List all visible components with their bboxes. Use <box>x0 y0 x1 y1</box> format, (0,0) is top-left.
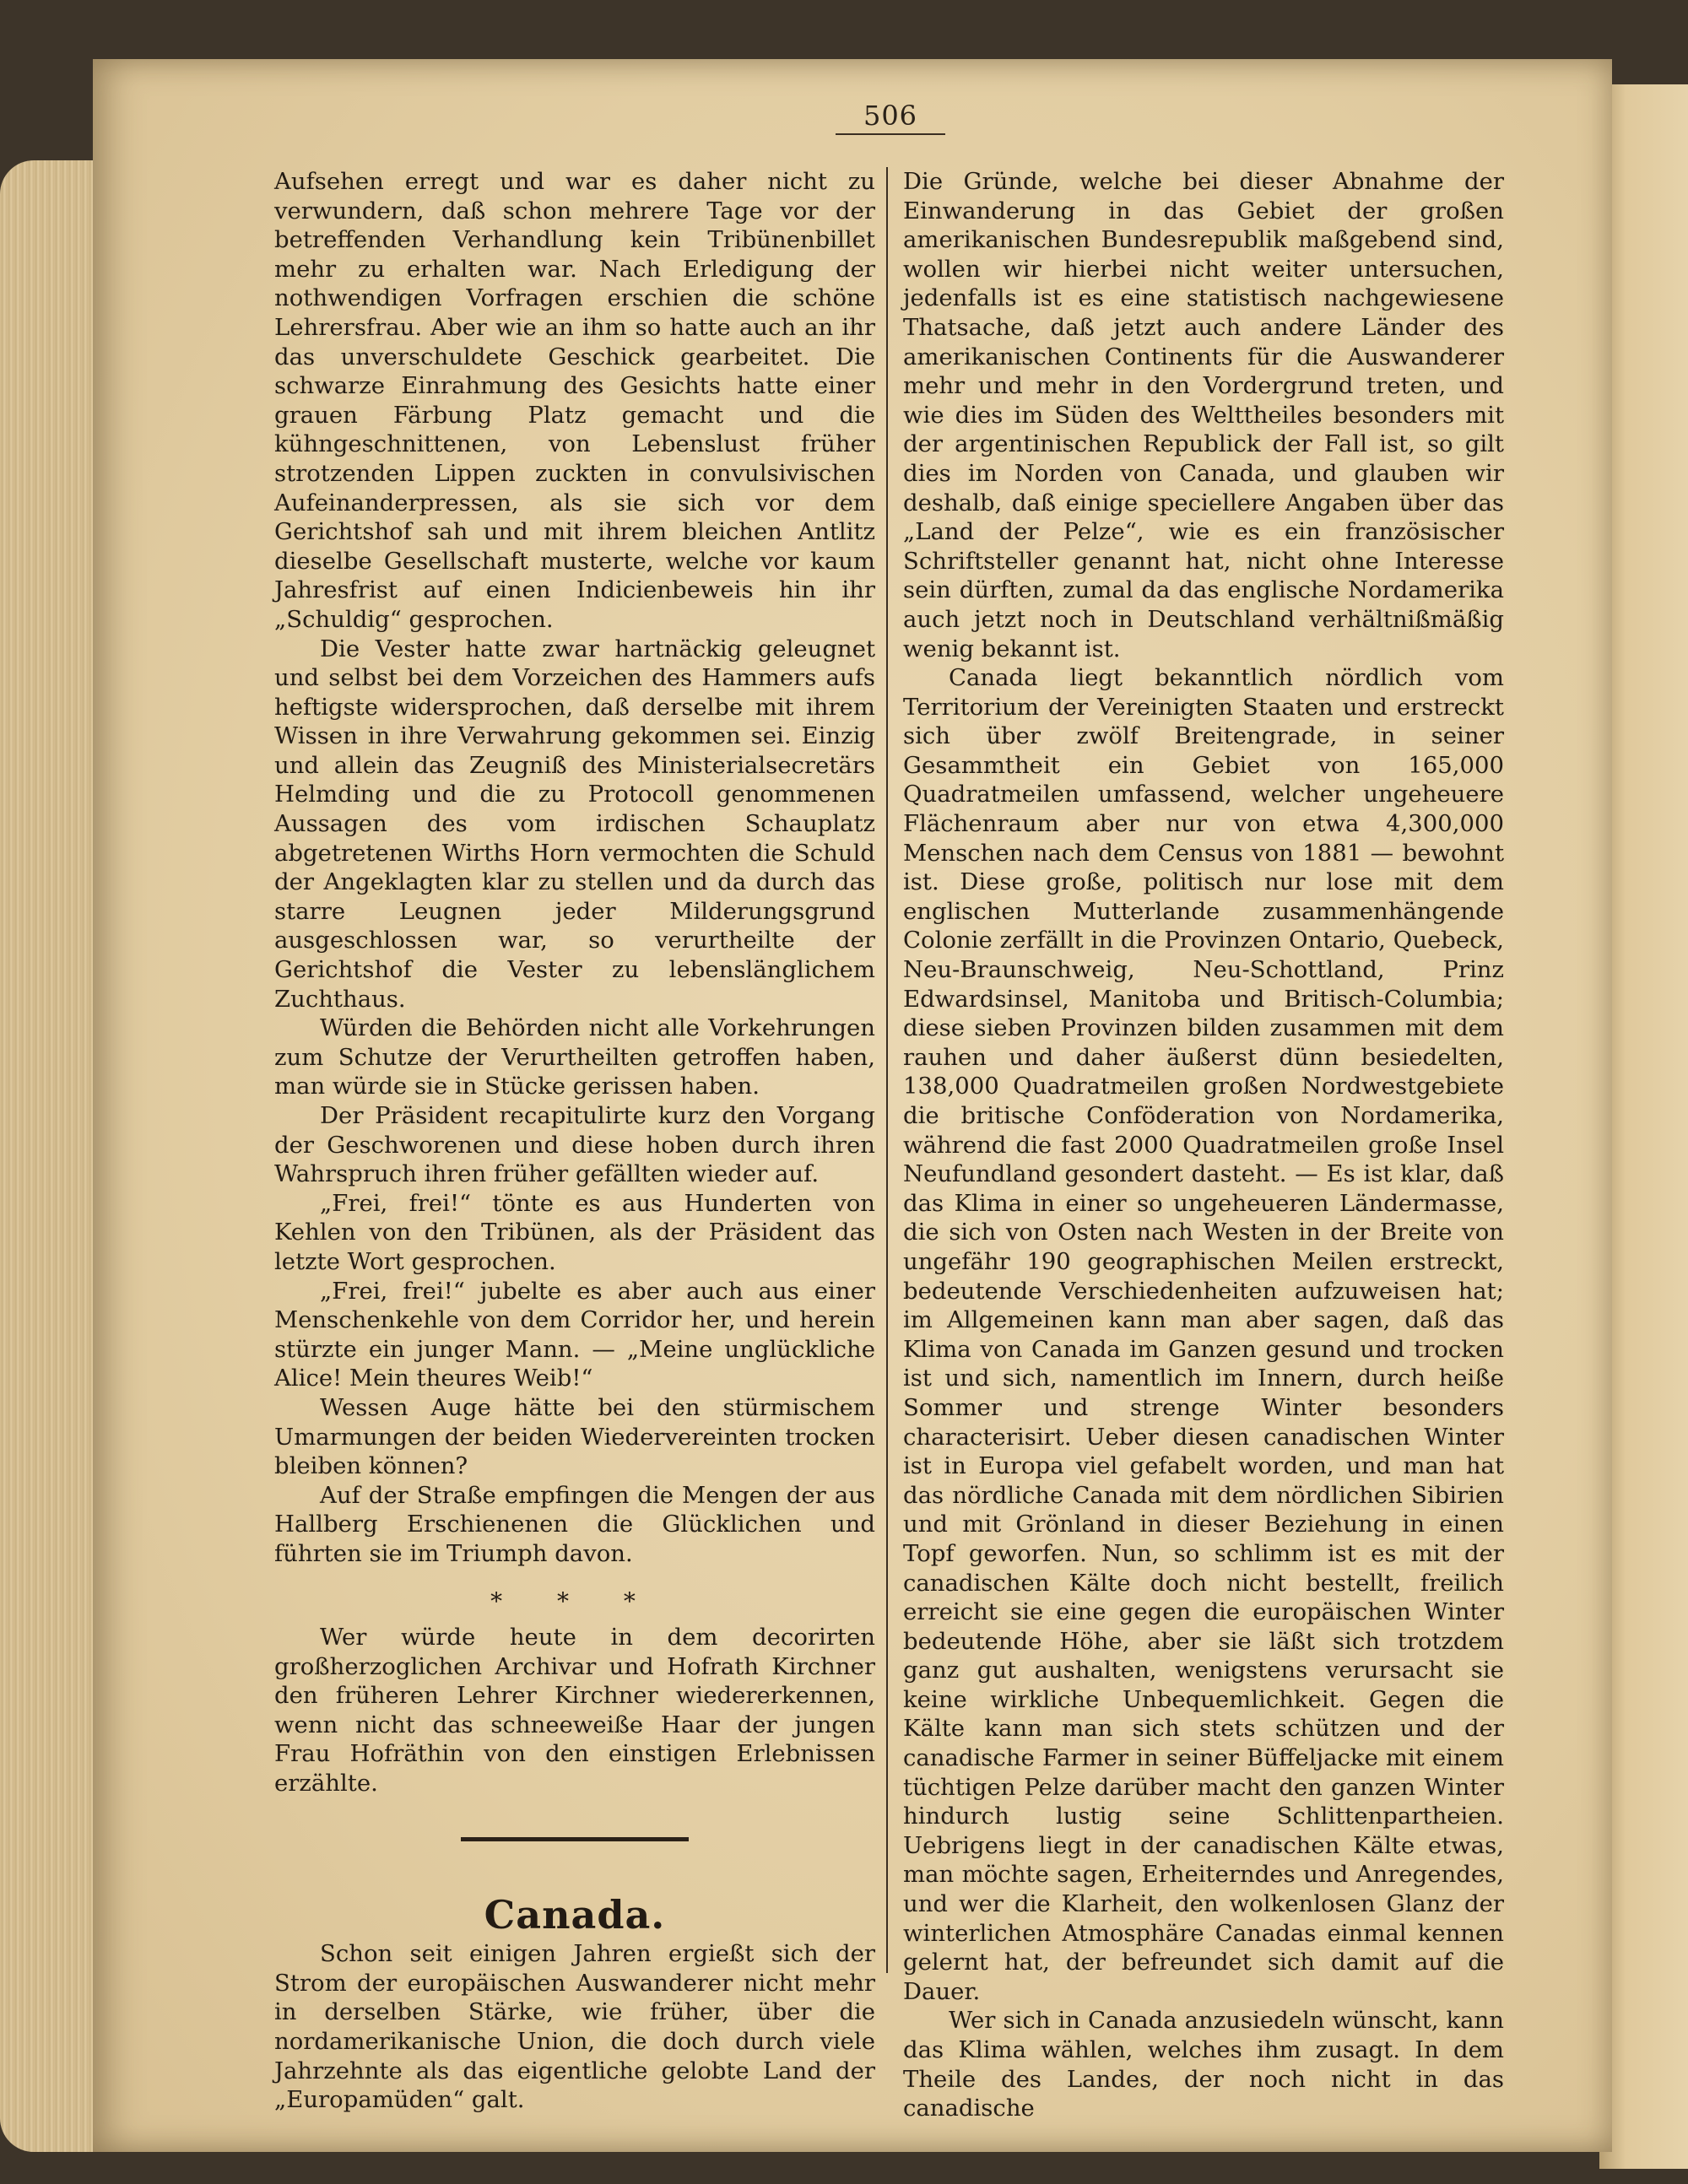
paragraph: Auf der Straße empfingen die Mengen der aus Hallberg Erschienenen die Glücklichen und führten sie im Triumph davon. <box>274 1481 875 1567</box>
article-intro: Schon seit einigen Jahren ergießt sich der Strom der europäischen Auswanderer nicht mehr in derselben Stärke, wie früher, über die nordamerikanische Union, die doch durch viele Jahrzehnte als das eigentliche gelobte Land der „Europamüden“ galt. <box>274 1940 875 2114</box>
right-column <box>903 167 1504 2123</box>
paragraph: „Frei, frei!“ jubelte es aber auch aus einer Menschenkehle von dem Corridor her, und herein stürzte ein junger Mann. — „Meine unglückliche Alice! Mein theures Weib!“ <box>274 1277 875 1392</box>
page-number-rule <box>836 133 945 135</box>
column-divider <box>886 167 888 1973</box>
paragraph: Canada liegt bekanntlich nördlich vom Territorium der Vereinigten Staaten und erstreckt sich über zwölf Breitengrade, in seiner Gesammtheit ein Gebiet von 165,000 Quadratmeilen umfassend, welcher ungeheuere Flächenraum aber nur von etwa 4,300,000 Menschen nach dem Census von 1881 — bewohnt ist. Diese große, politisch nur lose mit dem englischen Mutterlande zusammenhängende Colonie zerfällt in die Provinzen Ontario, Quebeck, Neu-Braunschweig, Neu-Schottland, Prinz Edwardsinsel, Manitoba und Britisch-Columbia; diese sieben Provinzen bilden zusammen mit dem rauhen und daher äußerst dünn besiedelten, 138,000 Quadratmeilen großen Nordwestgebiete die britische Conföderation von Nordamerika, während die fast 2000 Quadratmeilen große Insel Neufundland gesondert dasteht. — Es ist klar, daß das Klima in einer so ungeheueren Ländermasse, die sich von Osten nach Westen in der Breite von ungefähr 190 geographischen Meilen erstreckt, bedeutende Verschiedenheiten aufzuweisen hat; im Allgemeinen kann man aber sagen, daß das Klima von Canada im Ganzen gesund und trocken ist und sich, namentlich im Innern, durch heiße Sommer und strenge Winter besonders characterisirt. Ueber diesen canadischen Winter ist in Europa viel gefabelt worden, und man hat das nördliche Canada mit dem nördlichen Sibirien und mit Grönland in dieser Beziehung in einen Topf geworfen. Nun, so schlimm ist es mit der canadischen Kälte doch nicht bestellt, freilich erreicht sie eine gegen die europäischen Winter bedeutende Höhe, aber sie läßt sich trotzdem ganz gut aushalten, wenigstens verursacht sie keine wirkliche Unbequemlichkeit. Gegen die Kälte kann man sich stets schützen und der canadische Farmer in seiner Büffeljacke mit einem tüchtigen Pelze darüber macht den ganzen Winter hindurch lustig seine Schlittenpartheien. Uebrigens liegt in der canadischen Kälte etwas, man möchte sagen, Erheiterndes und Anregendes, und wer die Klarheit, den wolkenlosen Glanz der winterlichen Atmosphäre Canadas einmal kennen gelernt hat, der befreundet sich damit auf die Dauer. <box>903 664 1504 2005</box>
section-divider-rule <box>461 1837 689 1841</box>
next-page-edge <box>1599 84 1688 2169</box>
paragraph: Die Vester hatte zwar hartnäckig geleugnet und selbst bei dem Vorzeichen des Hammers aufs heftigste widersprochen, daß derselbe mit ihrem Wissen in ihre Verwahrung gekommen sei. Einzig und allein das Zeugniß des Ministerialsecretärs Helmding und die zu Protocoll genommenen Aussagen des vom irdischen Schauplatz abgetretenen Wirths Horn vermochten die Schuld der Angeklagten klar zu stellen und da durch das starre Leugnen jeder Milderungsgrund ausgeschlossen war, so verurtheilte der Gerichtshof die Vester zu lebenslänglichem Zuchthaus. <box>274 635 875 1013</box>
page-number: 506 <box>863 100 918 132</box>
paragraph: Aufsehen erregt und war es daher nicht zu verwundern, daß schon mehrere Tage vor der betreffenden Verhandlung kein Tribünenbillet mehr zu erhalten war. Nach Erledigung der nothwendigen Vorfragen erschien die schöne Lehrersfrau. Aber wie an ihm so hatte auch an ihr das unverschuldete Geschick gearbeitet. Die schwarze Einrahmung des Gesichts hatte einer grauen Färbung Platz gemacht und die kühngeschnittenen, von Lebenslust früher strotzenden Lippen zuckten in convulsivischen Aufeinanderpressen, als sie sich vor dem Gerichtshof sah und mit ihrem bleichen Antlitz dieselbe Gesellschaft musterte, welche vor kaum Jahresfrist auf einen Indicienbeweis hin ihr „Schuldig“ gesprochen. <box>274 168 875 633</box>
paragraph: Wessen Auge hätte bei den stürmischem Umarmungen der beiden Wiedervereinten trocken bleiben können? <box>274 1393 875 1480</box>
section-asterisks: * * * <box>490 1587 659 1615</box>
article-title: Canada. <box>484 1891 666 1938</box>
paragraph: „Frei, frei!“ tönte es aus Hunderten von Kehlen von den Tribünen, als der Präsident das letzte Wort gesprochen. <box>274 1189 875 1275</box>
paragraph: Wer sich in Canada anzusiedeln wünscht, kann das Klima wählen, welches ihm zusagt. In dem Theile des Landes, der noch nicht in das canadische <box>903 2007 1504 2122</box>
paragraph: Die Gründe, welche bei dieser Abnahme der Einwanderung in das Gebiet der großen amerikanischen Bundesrepublik maßgebend sind, wollen wir hierbei nicht weiter untersuchen, jedenfalls ist es eine statistisch nachgewiesene Thatsache, daß jetzt auch andere Länder des amerikanischen Continents für die Auswanderer mehr und mehr in den Vordergrund treten, und wie dies im Süden des Welttheiles besonders mit der argentinischen Republick der Fall ist, so gilt dies im Norden von Canada, und glauben wir deshalb, daß einige speciellere Angaben über das „Land der Pelze“, wie es ein französischer Schriftsteller genannt hat, nicht ohne Interesse sein dürften, zumal da das englische Nordamerika auch jetzt noch in Deutschland verhältnißmäßig wenig bekannt ist. <box>903 168 1504 662</box>
paragraph: Der Präsident recapitulirte kurz den Vorgang der Geschworenen und diese hoben durch ihren Wahrspruch ihren früher gefällten wieder auf. <box>274 1102 875 1188</box>
closing-paragraph: Wer würde heute in dem decorirten großherzoglichen Archivar und Hofrath Kirchner den früheren Lehrer Kirchner wiedererkennen, wenn nicht das schneeweiße Haar der jungen Frau Hofräthin von den einstigen Erlebnissen erzählte. <box>274 1624 875 1797</box>
paragraph: Würden die Behörden nicht alle Vorkehrungen zum Schutze der Verurtheilten getroffen haben, man würde sie in Stücke gerissen haben. <box>274 1014 875 1100</box>
left-column <box>274 167 875 2115</box>
